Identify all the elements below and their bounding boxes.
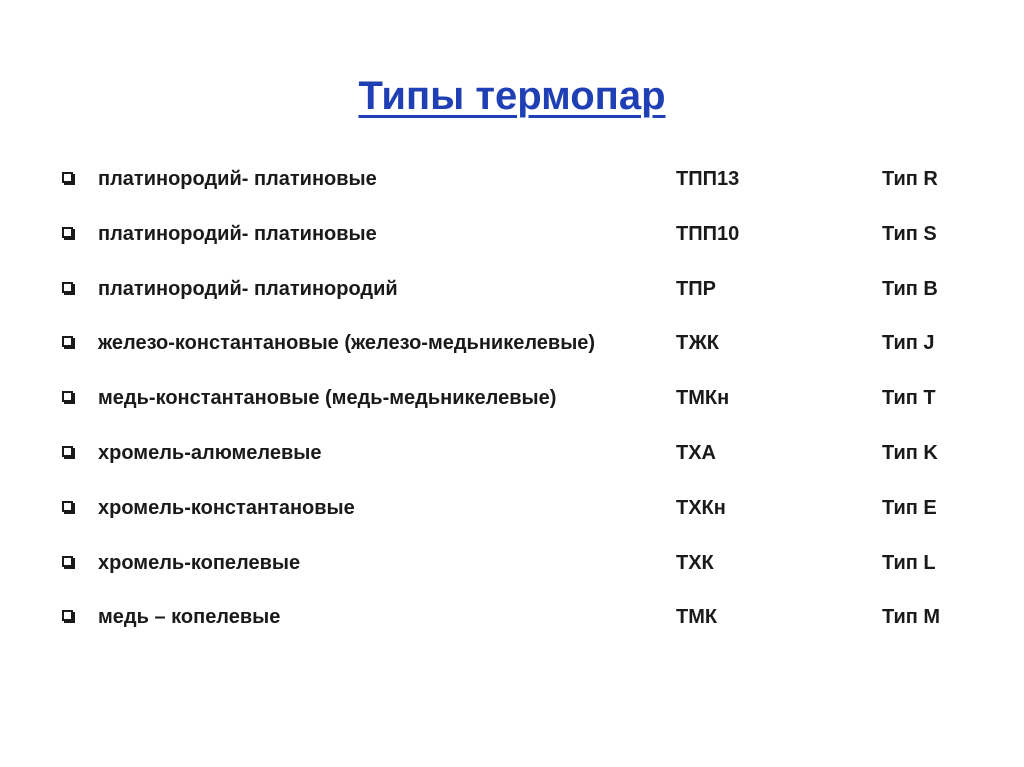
thermocouple-code: ТПР [676,277,716,300]
thermocouple-name: медь – копелевые [98,606,281,629]
thermocouple-type: Тип T [882,387,936,410]
thermocouple-list [0,152,1024,645]
slide-title-text: Типы термопар [358,74,666,118]
thermocouple-type: Тип L [882,551,936,574]
thermocouple-name: платинородий- платиновые [98,222,377,245]
thermocouple-type: Тип B [882,277,938,300]
thermocouple-name: медь-константановые (медь-медьникелевые) [98,387,557,410]
checkbox-square-icon [62,501,73,512]
list-item [0,590,1024,645]
thermocouple-name: хромель-алюмелевые [98,441,322,464]
thermocouple-code: ТПП10 [676,222,740,245]
thermocouple-code: ТХКн [676,496,726,519]
thermocouple-code: ТХА [676,441,716,464]
list-item [0,152,1024,207]
thermocouple-code: ТЖК [676,332,719,355]
thermocouple-name: железо-константановые (железо-медьникелевые) [98,332,596,355]
thermocouple-code: ТМК [676,606,718,629]
checkbox-square-icon [62,227,73,238]
checkbox-square-icon [62,336,73,347]
checkbox-square-icon [62,391,73,402]
list-item [0,262,1024,317]
checkbox-square-icon [62,610,73,621]
thermocouple-code: ТМКн [676,387,730,410]
thermocouple-code: ТХК [676,551,714,574]
list-item [0,426,1024,481]
checkbox-square-icon [62,446,73,457]
thermocouple-name: хромель-константановые [98,496,355,519]
thermocouple-type: Тип R [882,168,938,190]
thermocouple-name: хромель-копелевые [98,551,301,574]
thermocouple-name: платинородий- платинородий [98,277,398,300]
thermocouple-type: Тип S [882,222,937,245]
thermocouple-type: Тип J [882,332,935,355]
thermocouple-name: платинородий- платиновые [98,168,377,190]
checkbox-square-icon [62,282,73,293]
list-item [0,481,1024,536]
list-item [0,536,1024,591]
thermocouple-type: Тип K [882,441,938,464]
thermocouple-code: ТПП13 [676,168,740,190]
thermocouple-type: Тип E [882,496,937,519]
checkbox-square-icon [62,172,73,183]
list-item [0,371,1024,426]
checkbox-square-icon [62,556,73,567]
list-item [0,316,1024,371]
thermocouple-type: Тип M [882,606,941,629]
slide-title [0,72,1024,120]
list-item [0,207,1024,262]
